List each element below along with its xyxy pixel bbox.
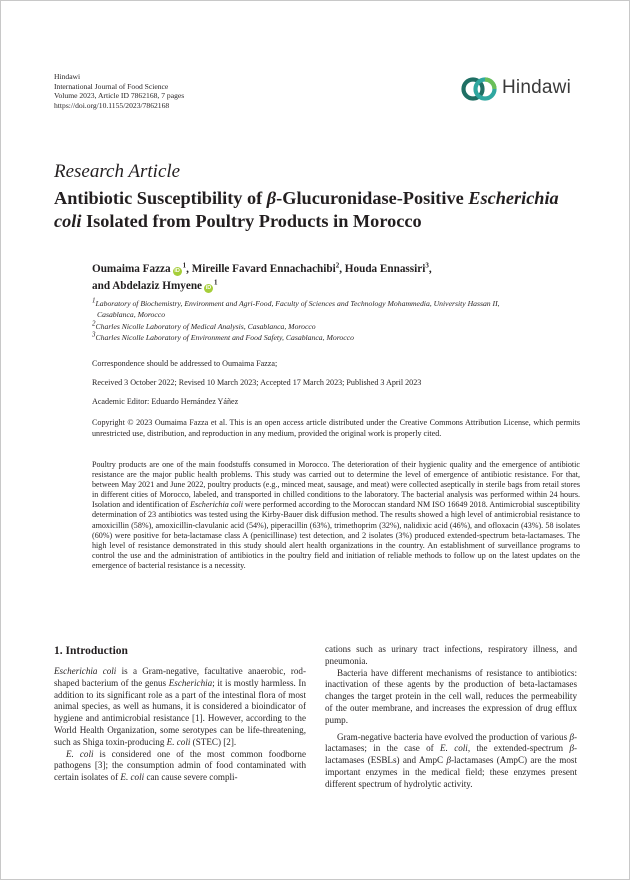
logo-text: Hindawi xyxy=(502,77,571,98)
author-name[interactable]: and Abdelaziz Hmyene xyxy=(92,280,203,292)
section-heading: 1. Introduction xyxy=(54,645,128,657)
column-left xyxy=(54,644,306,784)
paragraph: E. coli is considered one of the most common foodborne pathogens [3]; the consumption admin of food contaminated with certain isolates of E. coli can cause severe compli- xyxy=(54,748,306,783)
affiliations xyxy=(92,296,582,343)
journal-name: International Journal of Food Science xyxy=(54,81,169,91)
publication-dates: Received 3 October 2022; Revised 10 March 2023; Accepted 17 March 2023; Published 3 April 2023 xyxy=(92,378,422,387)
paragraph: Escherichia coli is a Gram-negative, facultative anaerobic, rod-shaped bacterium of the genus Escherichia; it is mostly harmless. In addition to its significant role as a part of the intestinal flora of most animal species, as well as humans, it is considered a bioindicator of hygiene and antimicrobial resistance [1]. However, according to the World Health Organization, some serotypes can be life-threatening, such as Shiga toxin-producing E. coli (STEC) [2]. xyxy=(54,666,306,747)
author-name[interactable]: Houda Ennassiri xyxy=(344,263,426,275)
journal-info xyxy=(54,72,184,110)
copyright-notice: Copyright © 2023 Oumaima Fazza et al. This is an open access article distributed under the Creative Commons Attribution License, which permits unrestricted use, distribution, and reproduction in any medium, provided the original work is properly cited. xyxy=(92,418,580,438)
author-list: Oumaima Fazza $iD^1$, Mireille Favard Ennachachibi$^2$, Houda Ennassiri$^3$, and Abdelaziz Hmyene $iD^1$ xyxy=(92,261,432,292)
affiliation-1: $^1$Laboratory of Biochemistry, Environment and Agri-Food, Faculty of Sciences and Technology Mohammedia, University Hassan II, xyxy=(92,296,500,308)
orcid-icon[interactable]: iD xyxy=(205,285,212,291)
hindawi-logo[interactable] xyxy=(460,70,584,108)
hindawi-logo-icon xyxy=(460,70,500,108)
author-name[interactable]: Mireille Favard Ennachachibi xyxy=(191,263,336,275)
correspondence: Correspondence should be addressed to Oumaima Fazza; xyxy=(92,359,278,368)
paragraph: Gram-negative bacteria have evolved the production of various β-lactamases; in the case of E. coli, the extended-spectrum β-lactamases (ESBLs) and AmpC β-lactamases (AmpC) are the most important enzymes in the medical field; these enzymes present different spectrum of hydrolytic activity. xyxy=(325,731,577,789)
column-right xyxy=(325,644,577,791)
abstract: Poultry products are one of the main foodstuffs consumed in Morocco. The deterioration of their hygienic quality and the emergence of antibiotic resistance are the major public health problems. This study was carried out to determine the level of emergence of antibiotic resistance. For that, between May 2021 and June 2022, poultry products (e.g., minced meat, sausage, and meat) were collected aseptically in sterile bags from retail stores in different cities of Morocco, labeled, and transported in chilled conditions to the laboratory. The bacterial analysis was performed within 24 hours. Isolation and identification of Escherichia coli were performed according to the Moroccan standard NM ISO 16649 2018. Antimicrobial susceptibility determination of 23 antibiotics was tested using the Kirby-Bauer disk diffusion method. The results showed a high level of antimicrobial resistance to amoxicillin (58%), amoxicillin-clavulanic acid (54%), piperacillin (63%), trimethoprim (32%), nalidixic acid (46%), and ofloxacin (43%). 58 isolates (60%) were positive for beta-lactamase class A (penicillinase) test detection, and 2 isolates (3%) produced extended-spectrum beta-lactamases. The high level of resistance demonstrated in this study should alert health organizations in the country. An establishment of surveillance programs to control the use and the administration of antibiotics in the poultry field and initiation of reliable methods to follow up on the latest updates on the emergence of bacterial resistance is a necessity. xyxy=(92,460,581,570)
article-title: Antibiotic Susceptibility of β-Glucuronidase-Positive Escherichia coli Isolated from Poultry Products in Morocco xyxy=(54,188,559,231)
journal-volume: Volume 2023, Article ID 7862168, 7 pages xyxy=(54,91,185,101)
paragraph: cations such as urinary tract infections, respiratory illness, and pneumonia. xyxy=(325,644,577,666)
publisher-name: Hindawi xyxy=(54,72,81,81)
paragraph: Bacteria have different mechanisms of resistance to antibiotics: inactivation of these agents by the production of beta-lactamases changes the target protein in the cell wall, reduces the permeability of the outer membrane, and increases the expression of drug efflux pump. xyxy=(325,667,577,725)
academic-editor: Academic Editor: Eduardo Hernández Yáñez xyxy=(92,397,239,406)
author-name[interactable]: Oumaima Fazza xyxy=(92,263,171,275)
article-type: Research Article xyxy=(54,161,181,182)
affiliation-3: $^3$Charles Nicolle Laboratory of Environment and Food Safety, Casablanca, Morocco xyxy=(92,329,354,342)
affiliation-1-cont: Casablanca, Morocco xyxy=(97,309,166,319)
doi-link[interactable]: https://doi.org/10.1155/2023/7862168 xyxy=(54,100,170,110)
orcid-icon[interactable]: iD xyxy=(174,268,180,274)
affiliation-2: $^2$Charles Nicolle Laboratory of Medical Analysis, Casablanca, Morocco xyxy=(92,319,316,331)
